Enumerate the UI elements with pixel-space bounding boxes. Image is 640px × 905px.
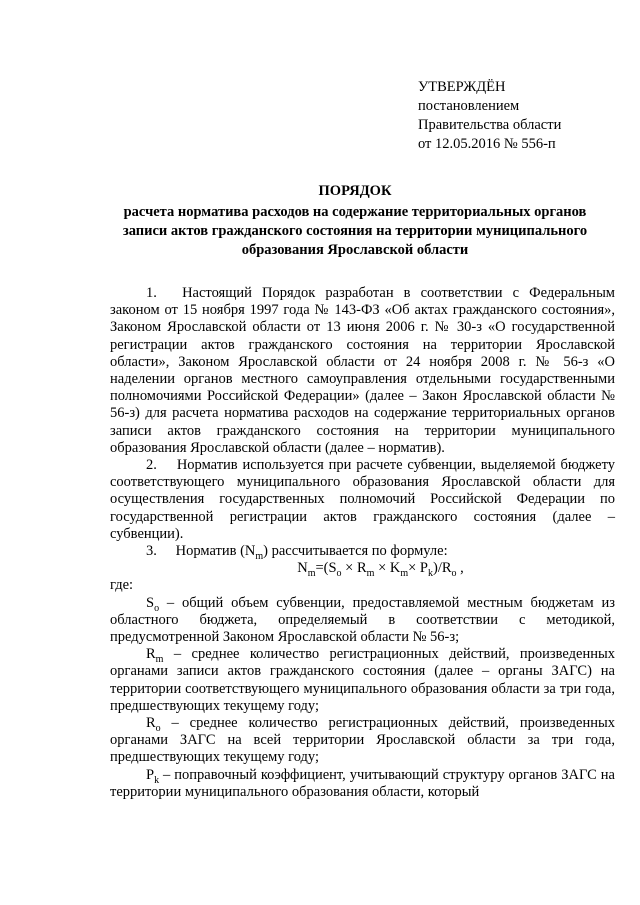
definition-so: $S_o$ – общий объем субвенции, предоставляемой местным бюджетам из областного бюджета, определяемый в соответствии с методикой, предусмотренной Законом Ярославской области № 56-з; <box>110 594 615 646</box>
paragraph-2 <box>110 457 615 543</box>
paragraph-number: 1. <box>146 285 157 301</box>
paragraph-3 <box>110 543 615 560</box>
document-body <box>110 285 615 801</box>
title-line-1: расчета норматива расходов на содержание территориальных органов <box>123 204 587 220</box>
definition-pk: $P_k$ – поправочный коэффициент, учитывающий структуру органов ЗАГС на территории муниципального образования области, который <box>110 766 615 800</box>
title-heading: ПОРЯДОК <box>318 183 392 199</box>
paragraph-1 <box>110 285 615 457</box>
formula: $N_m=(S_o \times R_m \times K_m\times P_k)/R_o$ , <box>297 560 464 580</box>
approval-date-number: от 12.05.2016 № 556-п <box>418 136 556 152</box>
definition-ro: $R_o$ – среднее количество регистрационных действий, произведенных органами ЗАГС на всей территории Ярославской области за три года, предшествующих текущему году; <box>110 715 615 766</box>
approval-title: УТВЕРЖДЁН <box>418 79 506 95</box>
paragraph-text: Норматив используется при расчете субвенции, выделяемой бюджету соответствующего муниципального образования Ярославской области для осуществления государственных полномочий Российской Федерации по государственной регистрации актов гражданского состояния (далее – субвенции). <box>110 457 615 542</box>
paragraph-text: Норматив $(N_m)$ рассчитывается по формуле: <box>175 543 448 562</box>
title-line-3: образования Ярославской области <box>241 242 469 258</box>
approval-authority: Правительства области <box>418 117 562 133</box>
paragraph-number: 3. <box>146 543 157 560</box>
approval-by: постановлением <box>418 98 520 114</box>
title-line-2: записи актов гражданского состояния на территории муниципального <box>122 223 588 239</box>
document-title <box>95 182 615 260</box>
where-label: где: <box>110 577 134 594</box>
approval-stamp <box>418 78 561 154</box>
paragraph-number: 2. <box>146 457 157 474</box>
paragraph-text: Настоящий Порядок разработан в соответствии с Федеральным законом от 15 ноября 1997 года № 143-ФЗ «Об актах гражданского состояния», Законом Ярославской области от 13 июня 2006 г. № 30-з «О государственной регистрации актов гражданского состояния на территории Ярославской области», Законом Ярославской области от 24 ноября 2008 г. № 56-з «О наделении органов местного самоуправления отдельными государственными полномочиями Российской Федерации» (далее – Закон Ярославской области № 56-з) для расчета норматива расходов на содержание территориальных органов записи актов гражданского состояния на территории муниципального образования Ярославской области (далее – норматив). <box>110 285 615 456</box>
definition-rm: $R_m$ – среднее количество регистрационных действий, произведенных органами записи актов гражданского состояния (далее – органы ЗАГС) на территории соответствующего муниципального образования области за три года, предшествующих текущему году; <box>110 646 615 714</box>
